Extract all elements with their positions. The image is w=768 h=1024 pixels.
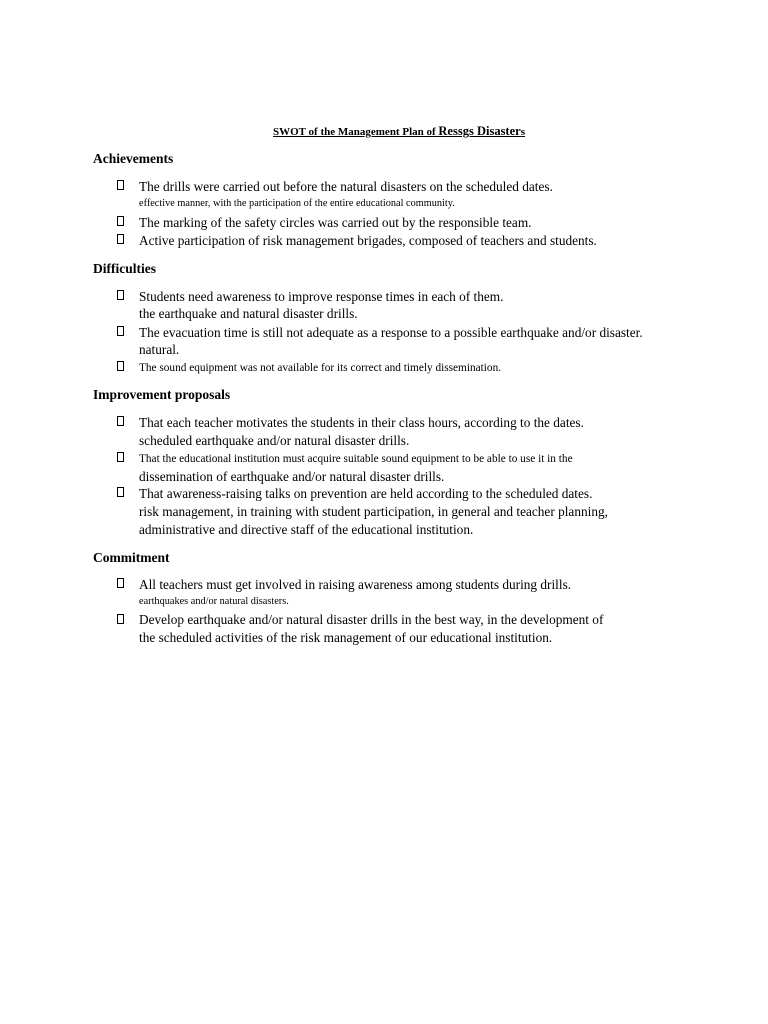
achievement-1-line-1: The drills were carried out before the natural disasters on the scheduled dates.: [139, 179, 553, 194]
bullet-icon: [117, 614, 124, 624]
bullet-icon: [117, 452, 124, 462]
achievement-3-line-1: Active participation of risk management brigades, composed of teachers and students.: [139, 233, 597, 248]
achievement-2-line-1: The marking of the safety circles was carried out by the responsible team.: [139, 215, 532, 230]
proposal-1-line-1: That each teacher motivates the students in their class hours, according to the dates.: [139, 415, 584, 430]
proposal-3-line-3: administrative and directive staff of the educational institution.: [139, 522, 474, 537]
proposal-3-line-1: That awareness-raising talks on prevention are held according to the scheduled dates.: [139, 486, 593, 501]
bullet-icon: [117, 180, 124, 190]
document-title-part-3: s: [520, 126, 525, 138]
section-heading-achievements: Achievements: [93, 151, 174, 166]
proposal-2-line-2: dissemination of earthquake and/or natural disaster drills.: [139, 469, 445, 484]
bullet-icon: [117, 234, 124, 244]
difficulty-1-line-2: the earthquake and natural disaster drills.: [139, 306, 358, 321]
difficulty-2-line-1: The evacuation time is still not adequate as a response to a possible earthquake and/or disaster.: [139, 325, 643, 340]
commitment-1-line-2: earthquakes and/or natural disasters.: [139, 596, 289, 607]
commitment-2-line-1: Develop earthquake and/or natural disaster drills in the best way, in the development of: [139, 612, 604, 627]
difficulty-3-line-1: The sound equipment was not available for its correct and timely dissemination.: [139, 362, 502, 374]
bullet-icon: [117, 416, 124, 426]
document-title-part-2: Ressgs Disaster: [438, 124, 521, 138]
achievement-1-line-2: effective manner, with the participation of the entire educational community.: [139, 198, 455, 209]
bullet-icon: [117, 487, 124, 497]
section-heading-difficulties: Difficulties: [93, 261, 156, 276]
proposal-2-line-1: That the educational institution must acquire suitable sound equipment to be able to use it in the: [139, 453, 573, 465]
commitment-1-line-1: All teachers must get involved in raising awareness among students during drills.: [139, 577, 572, 592]
difficulty-1-line-1: Students need awareness to improve response times in each of them.: [139, 289, 504, 304]
bullet-icon: [117, 216, 124, 226]
bullet-icon: [117, 578, 124, 588]
section-heading-improvement-proposals: Improvement proposals: [93, 387, 231, 402]
bullet-icon: [117, 326, 124, 336]
proposal-3-line-2: risk management, in training with student participation, in general and teacher planning,: [139, 504, 608, 519]
section-heading-commitment: Commitment: [93, 550, 170, 565]
document-title: [0, 124, 768, 139]
bullet-icon: [117, 290, 124, 300]
document-title-part-1: SWOT of the Management Plan of: [273, 126, 439, 138]
bullet-icon: [117, 361, 124, 371]
proposal-1-line-2: scheduled earthquake and/or natural disaster drills.: [139, 433, 410, 448]
commitment-2-line-2: the scheduled activities of the risk management of our educational institution.: [139, 630, 553, 645]
difficulty-2-line-2: natural.: [139, 342, 180, 357]
